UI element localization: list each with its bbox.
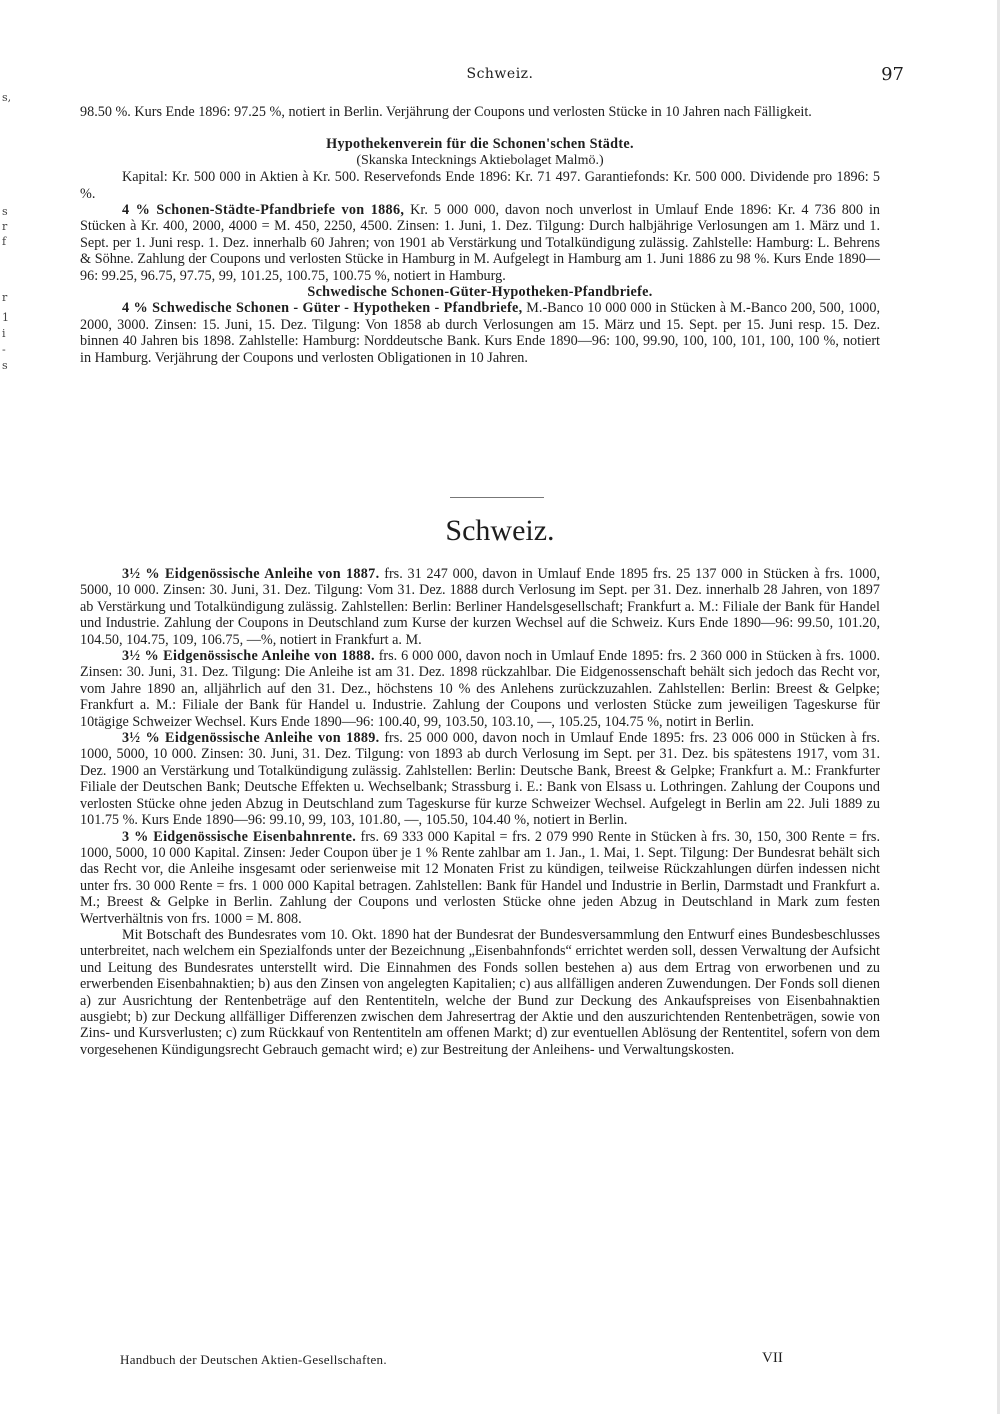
entry-body: frs. 69 333 000 Kapital = frs. 2 079 990 Rente in Stücken à frs. 30, 150, 300 Rente = frs. 1000, 5000, 10 000 Kapital. Zinsen: Jeder Coupon über je 1 % Rente zahlbar am 1. Jan., 1. Mai, 1. Sept. Tilgung: Der Bundesrat behält sich das Recht vor, die Anleihe insgesamt oder serienweise mit 12 Monaten Frist zu kündigen, teilweise Rückzahlungen dürfen indessen nicht unter frs. 30 000 Rente = frs. 1 000 000 Kapital betragen. Zahlstellen: Bank für Handel und Industrie in Berlin, Darmstadt und Frankfurt a. M.; Breest & Gelpke in Berlin. Zahlung der Coupons und verlosten Stücke ohne jeden Abzug in Deutschland in Mark zum festen Wertverhältnis von frs. 1000 = M. 808. <box>80 828 880 927</box>
entry-paragraph <box>80 648 880 730</box>
entry-lead: 3½ % Eidgenössische Anleihe von 1888. <box>122 648 375 665</box>
schweiz-text-block <box>80 566 880 1058</box>
edge-mark: s <box>2 205 8 218</box>
edge-mark: 1 <box>2 311 9 324</box>
edge-mark: - <box>2 343 6 356</box>
entry-body: frs. 6 000 000, davon noch in Umlauf Ende 1895: frs. 2 360 000 in Stücken à frs. 1000. Zinsen: 30. Juni, 31. Dez. Tilgung: Die Anleihe ist am 31. Dez. 1898 rückzahlbar. Die Eidgenossenschaft behält sich jedoch das Recht vor, vom Jahre 1890 an, alljährlich auf den 31. Dez., höchstens 10 % des Anlehens zurückzuzahlen. Zahlstellen: Berlin: Breest & Gelpke; Frankfurt a. M.: Filiale der Bank für Handel u. Industrie. Zahlung der Coupons und verlosten Stücke zum jeweiligen Tageskurse für 10tägige Schweizer Wechsel. Kurs Ende 1890—96: 100.40, 99, 103.50, 103.10, —, 105.25, 104.75 %, notirt in Berlin. <box>80 648 881 730</box>
continuation-paragraph: 98.50 %. Kurs Ende 1896: 97.25 %, notiert in Berlin. Verjährung der Coupons und verlosten Stücke in 10 Jahren nach Fälligkeit. <box>80 104 812 120</box>
entry-paragraph <box>80 730 880 828</box>
second-heading: Schwedische Schonen-Güter-Hypotheken-Pfandbriefe. <box>307 284 653 301</box>
section-title: Schweiz. <box>445 514 555 547</box>
footer-signature-mark: VII <box>762 1350 783 1366</box>
entry-lead: 3½ % Eidgenössische Anleihe von 1889. <box>122 730 380 747</box>
second-body: M.-Banco 10 000 000 in Stücken à M.-Banco 200, 500, 1000, 2000, 3000. Zinsen: 15. Juni, 15. Dez. Tilgung: Von 1858 ab durch Verlosungen am 15. März und 15. Sept. per 15. Juni resp. 15. Dez. binnen 40 Jahren bis 1898. Zahlstelle: Hamburg: Norddeutsche Bank. Kurs Ende 1890—96: 100, 99.90, 100, 100, 101, 100, 100 %, notiert in Hamburg. Verjährung der Coupons und verlosten Obligationen in 10 Jahren. <box>80 300 880 366</box>
capital-paragraph: Kapital: Kr. 500 000 in Aktien à Kr. 500. Reservefonds Ende 1896: Kr. 71 497. Garantiefonds: Kr. 500 000. Dividende pro 1896: 5 %. <box>80 169 880 202</box>
entry-body: frs. 25 000 000, davon noch in Umlauf Ende 1895: frs. 23 006 000 in Stücken à frs. 1000, 5000, 10 000. Zinsen: 30. Juni, 31. Dez. Tilgung: von 1893 ab durch Verlosung im Sept. per 31. Dez. bis spätestens 1917, vom 31. Dez. 1900 an Verstärkung und Totalkündigung zulässig. Zahlstellen: Berlin: Deutsche Bank, Breest & Gelpke; Frankfurt a. M.: Frankfurter Filiale der Deutschen Bank; Deutsche Effekten u. Wechselbank; Strassburg i. E.: Bank von Elsass u. Lothringen. Zahlung der Coupons und verlosten Stücke ohne jeden Abzug in Deutschland zum Tageskurse für kurze Schweizer Wechsel. Aufgelegt in Berlin am 22. Juli 1889 zu 101.75 %. Kurs Ende 1890—96: 99.10, 99, 103, 101.80, —, 105.50, 104.40 %, notiert in Berlin. <box>80 730 881 829</box>
edge-mark: i <box>2 327 6 340</box>
page-number: 97 <box>881 64 904 85</box>
edge-mark: r <box>2 291 8 304</box>
company-subheading: (Skanska Intecknings Aktiebolaget Malmö.) <box>356 152 604 168</box>
second-paragraph <box>80 300 880 366</box>
closing-paragraph: Mit Botschaft des Bundesrates vom 10. Okt. 1890 hat der Bundesrat der Bundesversammlung den Entwurf eines Bundesbeschlusses unterbreitet, nach welchem ein Spezialfonds unter der Bezeichnung „Eisenbahnfonds“ errichtet werden soll, dessen Verwaltung der Aufsicht und Leitung des Bundesrates unterstellt wird. Die Einnahmen des Fonds sollen bestehen a) aus dem Ertrag von erworbenen und zu erwerbenden Eisenbahnaktien; b) aus den Zinsen von angelegten Kapitalien; c) aus allfälligen anderen Zuwendungen. Der Fonds soll dienen a) zur Ausrichtung der Rentenbeträge auf den Rententiteln, welche der Bund zur Deckung des Ankaufspreises von Eisenbahnaktien ausgiebt; b) zur Deckung allfälliger Differenzen zwischen dem Jahresertrag der Aktie und den auszurichtenden Rentenbeträgen, sowie von Zins- und Kursverlusten; c) zum Rückkauf von Rententiteln am offenen Markt; d) zur eventuellen Ablösung der Rententitel, sofern von dem vorgesehenen Kündigungsrecht Gebrauch gemacht wird; e) zur Bestreitung der Anleihens- und Verwaltungskosten. <box>80 926 880 1058</box>
edge-mark: s <box>2 359 8 372</box>
edge-mark: f <box>2 235 7 248</box>
edge-mark: r <box>2 220 8 233</box>
edge-mark: s, <box>2 91 12 104</box>
entry-lead: 3½ % Eidgenössische Anleihe von 1887. <box>122 566 380 582</box>
second-lead: 4 % Schwedische Schonen - Güter - Hypotheken - Pfandbriefe, <box>122 300 523 317</box>
footer-publication: Handbuch der Deutschen Aktien-Gesellschaften. <box>120 1352 387 1367</box>
bond-body: Kr. 5 000 000, davon noch unverlost in Umlauf Ende 1896: Kr. 4 736 800 in Stücken à Kr. 400, 2000, 4000 = M. 450, 2250, 4500. Zinsen: 1. Juni, 1. Dez. Tilgung: Durch halbjährige Verlosungen am 1. März und 1. Sept. per 1. Juni resp. 1. Dez. innerhalb 60 Jahren; von 1901 ab Verstärkung und Totalkündigung zulässig. Zahlstelle: Hamburg: L. Behrens & Söhne. Zahlung der Coupons und verlosten Stücke in Hamburg in M. Aufgelegt in Hamburg am 1. Juni 1886 zu 98 %. Kurs Ende 1890—96: 99.25, 96.75, 97.75, 99, 101.25, 100.75, 100.75 %, notiert in Hamburg. <box>80 202 880 284</box>
running-header: Schweiz. <box>466 66 534 82</box>
bond-lead: 4 % Schonen-Städte-Pfandbriefe von 1886, <box>122 202 405 219</box>
company-heading: Hypothekenverein für die Schonen'schen Städte. <box>326 136 634 153</box>
section-divider <box>450 497 544 498</box>
entry-lead: 3 % Eidgenössische Eisenbahnrente. <box>122 828 357 845</box>
bond-paragraph <box>80 202 880 284</box>
entry-paragraph <box>80 566 880 648</box>
top-text-block <box>80 104 880 366</box>
entry-paragraph <box>80 829 880 927</box>
entry-body: frs. 31 247 000, davon in Umlauf Ende 1895 frs. 25 137 000 in Stücken à frs. 1000, 5000, 10 000. Zinsen: 30. Juni, 31. Dez. Tilgung: Vom 31. Dez. 1888 durch Verlosung im Sept. per 31. Dez. innerhalb 28 Jahren, von 1897 ab Verstärkung und Totalkündigung zulässig. Zahlstellen: Berlin: Berliner Handelsgesellschaft; Frankfurt a. M.: Filiale der Bank für Handel und Industrie. Zahlung der Coupons in Deutschland zum Kurse der kurzen Wechsel auf die Schweiz. Kurs Ende 1890—96: 99.50, 101.20, 104.50, 104.75, 109, 106.75, —%, notiert in Frankfurt a. M. <box>80 566 880 648</box>
